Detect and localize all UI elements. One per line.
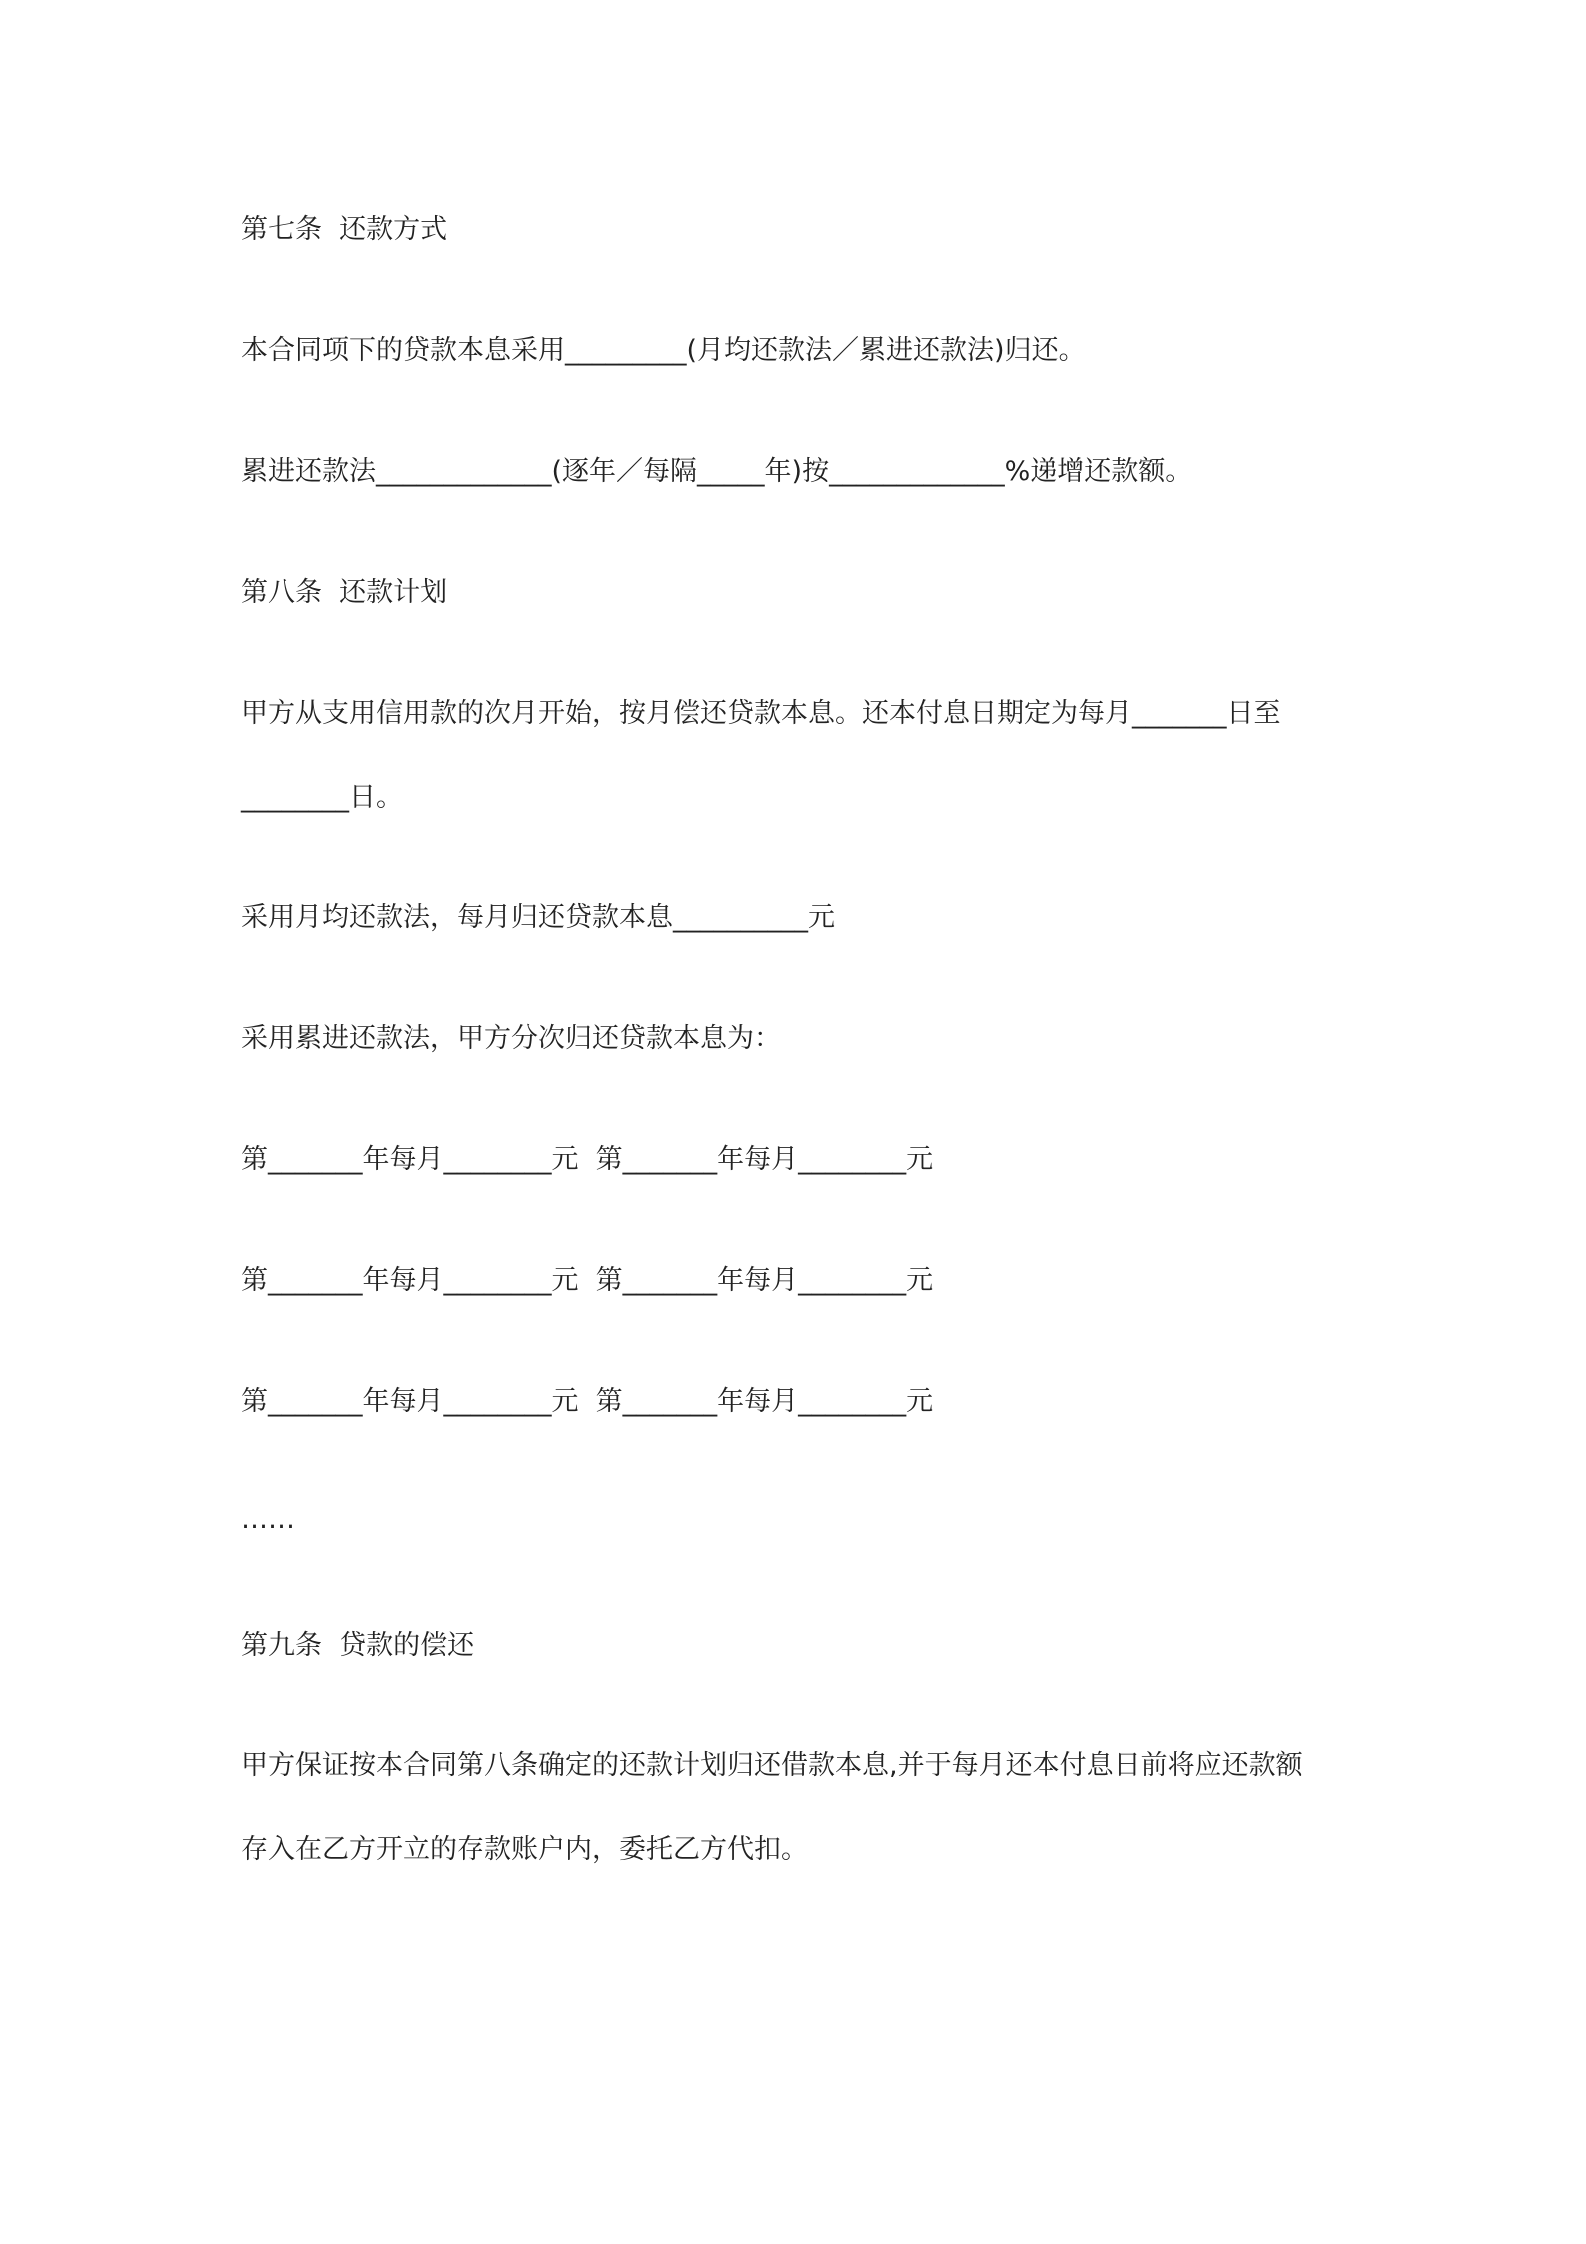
article-8-heading: 第八条 还款计划 bbox=[241, 577, 448, 608]
article-8-paragraph-3: 采用累进还款法，甲方分次归还贷款本息为： bbox=[241, 1023, 781, 1054]
article-8-paragraph-1-line-2: ________日。 bbox=[241, 782, 403, 813]
article-7-paragraph-2: 累进还款法_____________(逐年／每隔_____年)按_____________%递增还款额。 bbox=[241, 456, 1193, 487]
schedule-row-1: 第_______年每月________元 第_______年每月________元 bbox=[241, 1144, 934, 1175]
schedule-row-2: 第_______年每月________元 第_______年每月________元 bbox=[241, 1265, 934, 1296]
article-7-heading: 第七条 还款方式 bbox=[241, 214, 448, 245]
article-9-heading: 第九条 贷款的偿还 bbox=[241, 1630, 475, 1661]
article-8-paragraph-1-line-1: 甲方从支用信用款的次月开始，按月偿还贷款本息。还本付息日期定为每月_______日至 bbox=[241, 698, 1281, 729]
schedule-ellipsis: …… bbox=[241, 1504, 295, 1535]
article-8-paragraph-2: 采用月均还款法，每月归还贷款本息__________元 bbox=[241, 902, 835, 933]
schedule-row-3: 第_______年每月________元 第_______年每月________元 bbox=[241, 1386, 934, 1417]
article-9-paragraph-1-line-2: 存入在乙方开立的存款账户内，委托乙方代扣。 bbox=[241, 1834, 808, 1865]
article-9-paragraph-1-line-1: 甲方保证按本合同第八条确定的还款计划归还借款本息,并于每月还本付息日前将应还款额 bbox=[241, 1750, 1303, 1781]
article-7-paragraph-1: 本合同项下的贷款本息采用_________(月均还款法／累进还款法)归还。 bbox=[241, 335, 1086, 366]
